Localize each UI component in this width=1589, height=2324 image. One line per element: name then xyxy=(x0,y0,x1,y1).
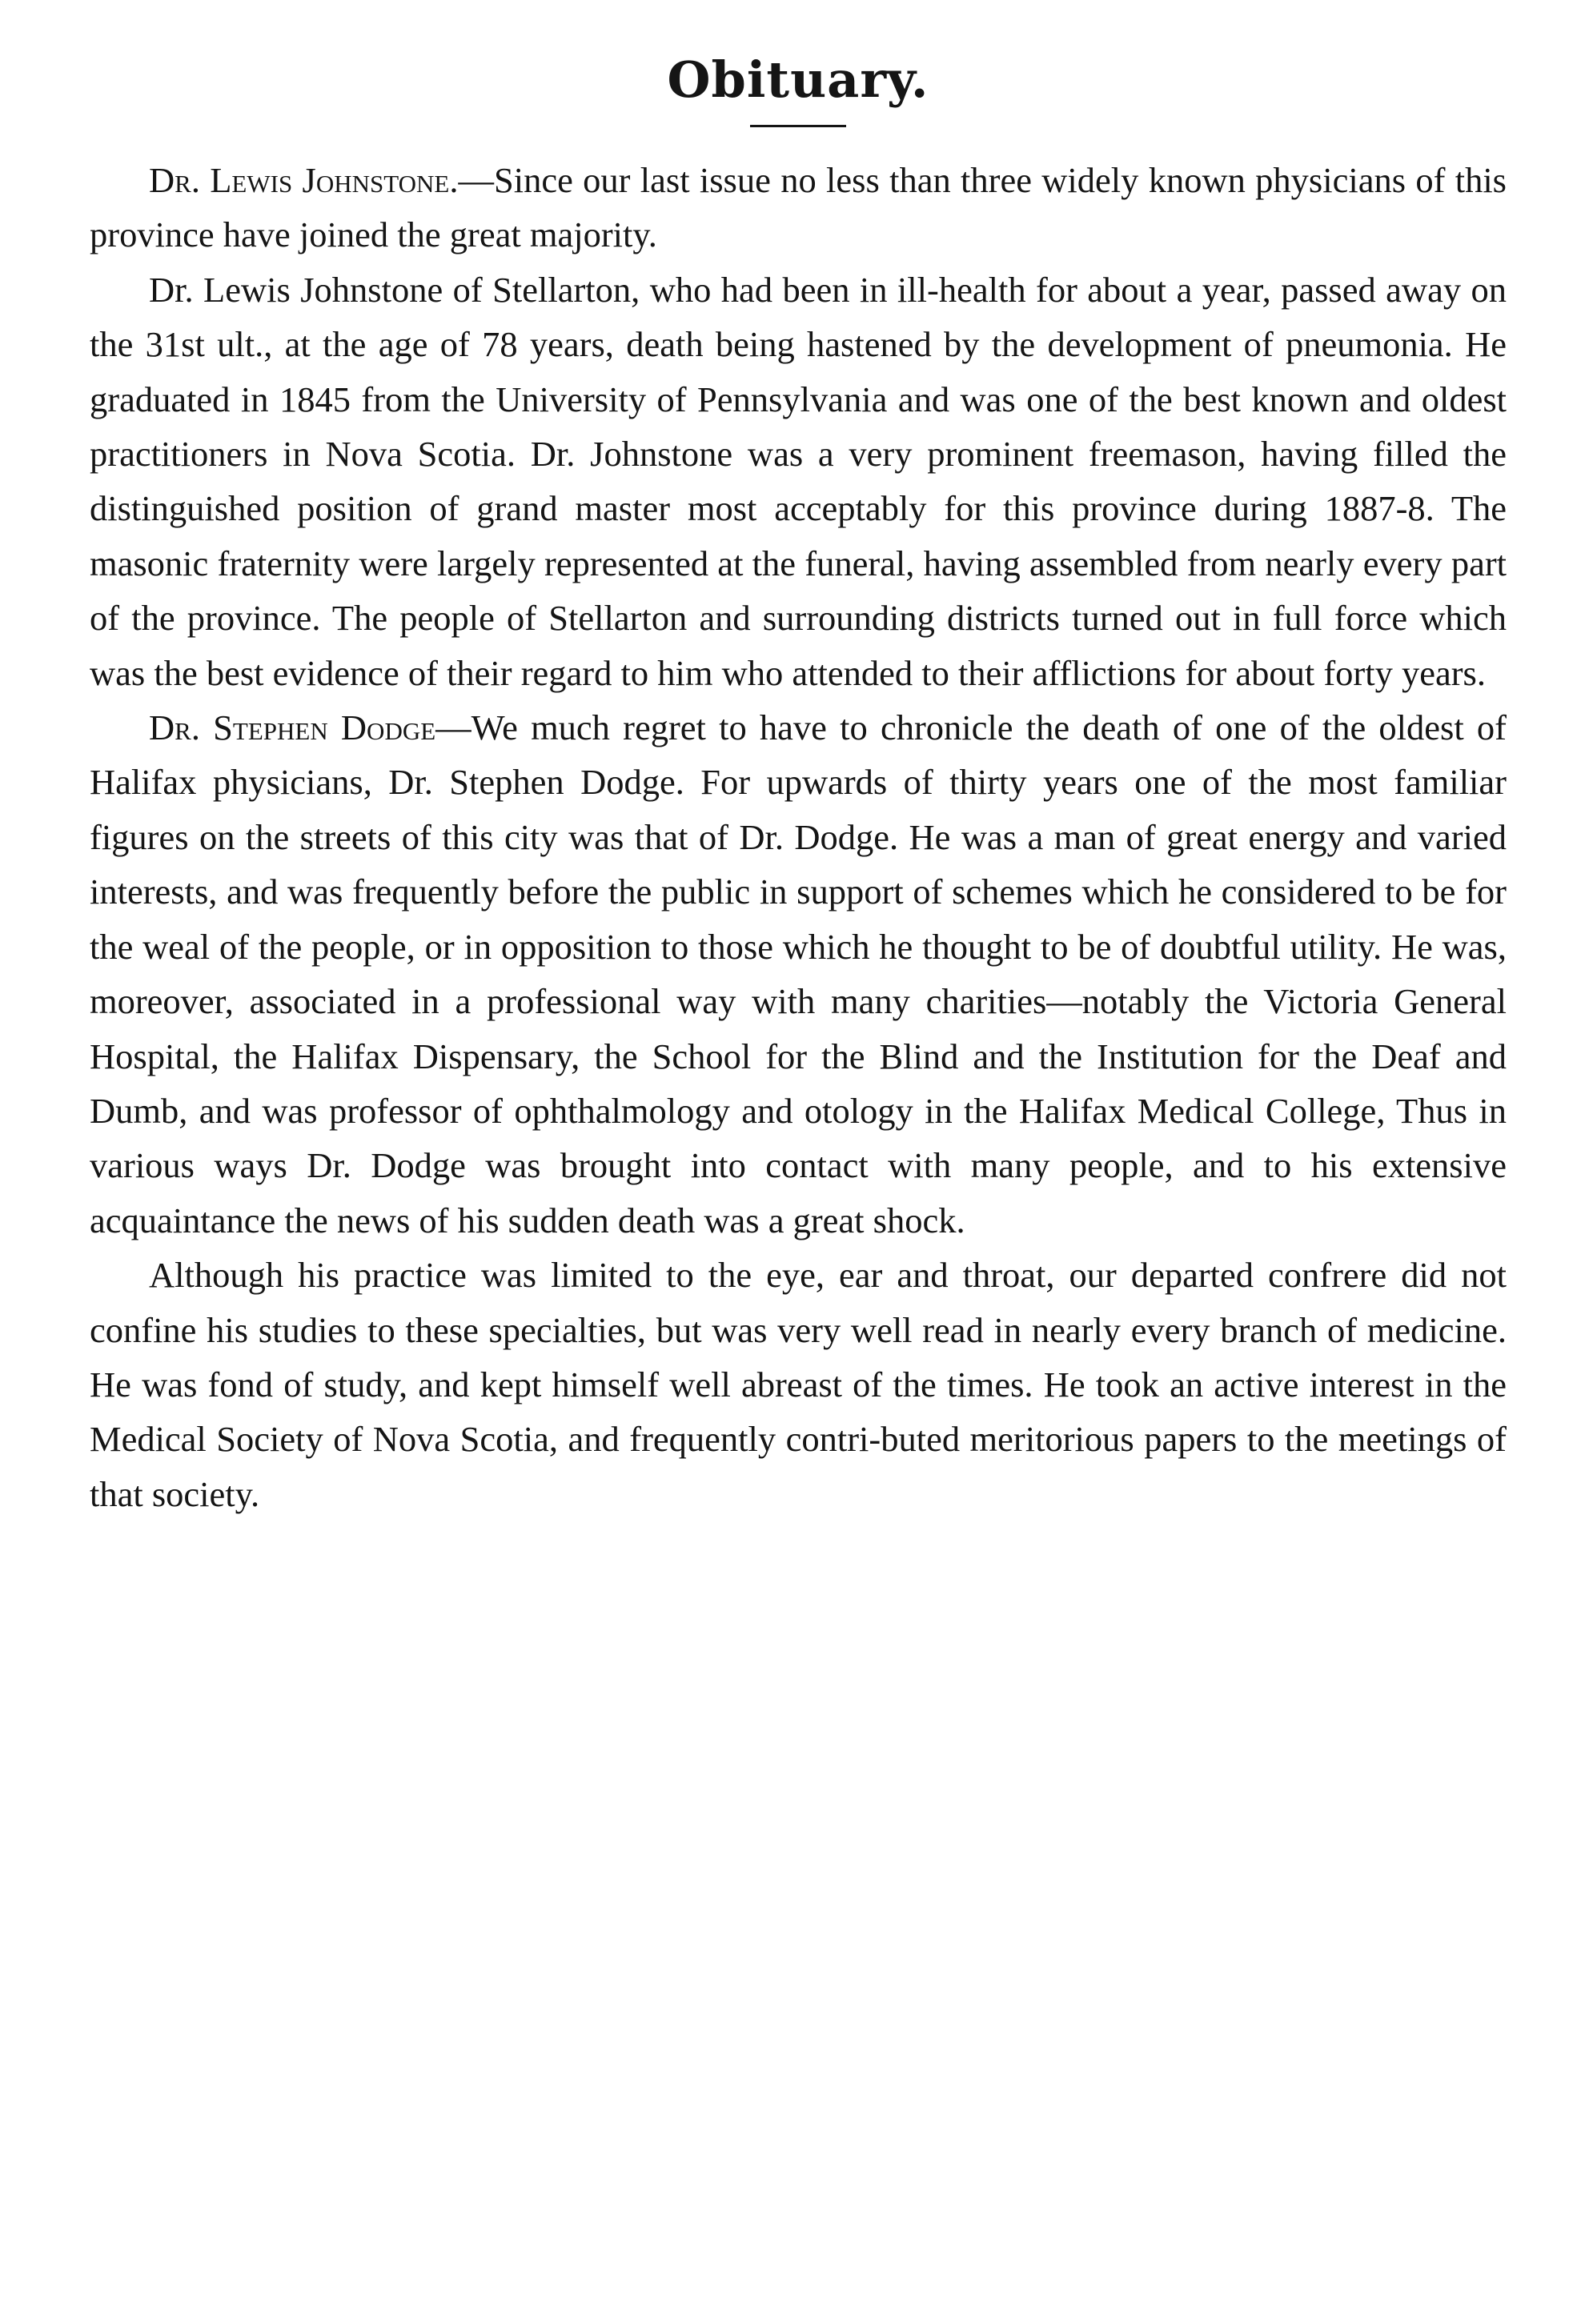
obituary-name: Dr. Stephen Dodge xyxy=(149,707,436,748)
paragraph-text: Although his practice was limited to the eye, ear and throat, our departed confrere did not confine his studies to these specialties, but was very well read in nearly every branch of medicine. He was fond of study, and kept himself well abreast of the times. He took an active interest in the Medical Society of Nova Scotia, and frequently contri-buted meritorious papers to the meetings of that society. xyxy=(90,1255,1507,1514)
paragraph-dodge-intro xyxy=(90,700,1507,1248)
paragraph-text: —We much regret to have to chronicle the death of one of the oldest of Halifax physicians, Dr. Stephen Dodge. For upwards of thirty years one of the most familiar figures on the streets of this city was that of Dr. Dodge. He was a man of great energy and varied interests, and was frequently before the public in support of schemes which he considered to be for the weal of the people, or in opposition to those which he thought to be of doubtful utility. He was, moreover, associated in a professional way with many charities—notably the Victoria General Hospital, the Halifax Dispensary, the School for the Blind and the Institution for the Deaf and Dumb, and was professor of ophthalmology and otology in the Halifax Medical College, Thus in various ways Dr. Dodge was brought into contact with many people, and to his extensive acquaintance the news of his sudden death was a great shock. xyxy=(90,707,1507,1240)
page-title: Obituary. xyxy=(667,50,929,109)
document-page xyxy=(90,48,1507,1521)
paragraph-dodge-practice xyxy=(90,1248,1507,1521)
title-divider xyxy=(750,125,846,127)
obituary-name: Dr. Lewis Johnstone. xyxy=(149,160,459,200)
paragraph-text: —Since our last issue no less than three widely known physicians of this province have joined the great majority. xyxy=(90,160,1507,255)
paragraph-johnstone-intro xyxy=(90,153,1507,262)
paragraph-text: Dr. Lewis Johnstone of Stellarton, who had been in ill-health for about a year, passed away on the 31st ult., at the age of 78 years, death being hastened by the development of pneumonia. He graduated in 1845 from the University of Pennsylvania and was one of the best known and oldest practitioners in Nova Scotia. Dr. Johnstone was a very prominent freemason, having filled the distinguished position of grand master most acceptably for this province during 1887-8. The masonic fraternity were largely represented at the funeral, having assembled from nearly every part of the province. The people of Stellarton and surrounding districts turned out in full force which was the best evidence of their regard to him who attended to their afflictions for about forty years. xyxy=(90,269,1507,693)
paragraph-johnstone-biography xyxy=(90,262,1507,700)
